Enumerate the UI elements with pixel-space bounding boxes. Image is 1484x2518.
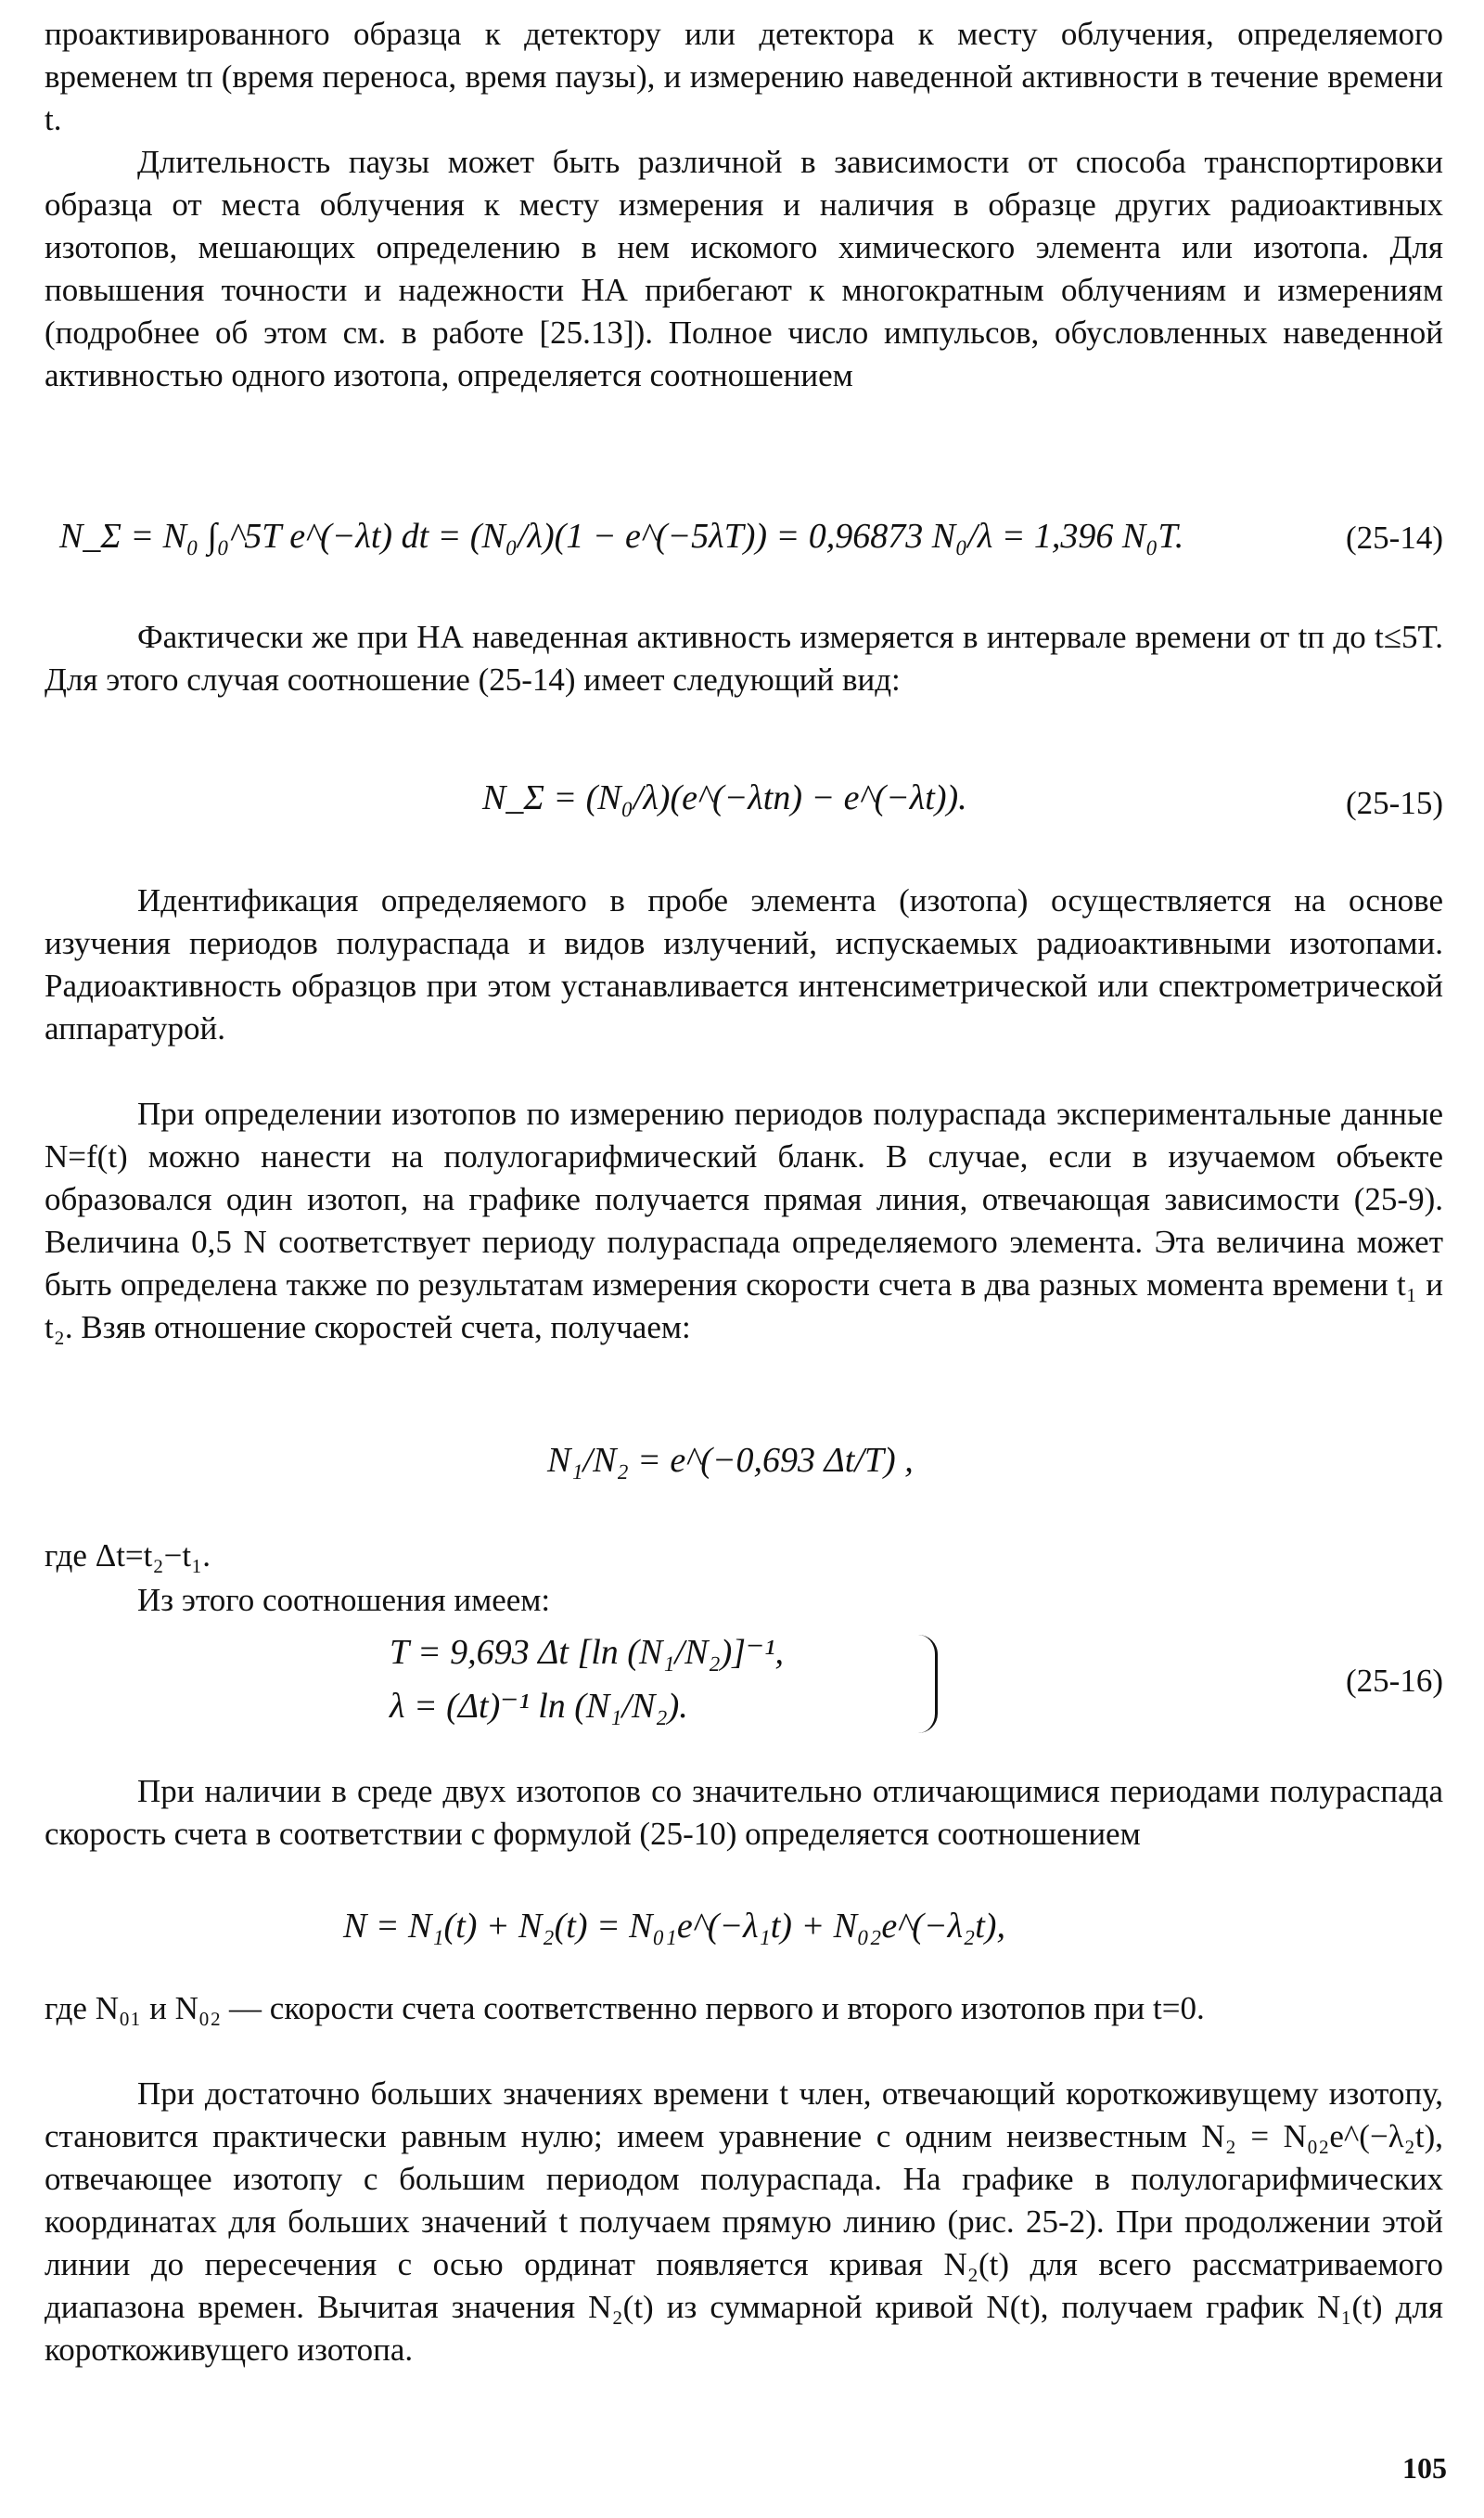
equation-sum-count-rate: N = N₁(t) + N₂(t) = N₀₁e^(−λ₁t) + N₀₂e^(−λ₂t), — [343, 1907, 1005, 1946]
paragraph-delta-t: где Δt=t₂−t₁. — [45, 1537, 211, 1574]
paragraph-half-life: При определении изотопов по измерению периодов полураспада экспериментальные данные N=f(t) можно нанести на полулогарифмический бланк. В случае, если в изучаемом объекте образовался один изотоп, на графике получается прямая линия, отвечающая зависимости (25-9). Величина 0,5 N соответствует периоду полураспада определяемого элемента. Эта величина может быть определена также по результатам измерения скорости счета в два разных момента времени t₁ и t₂. Взяв отношение скоростей счета, получаем: — [45, 1096, 1443, 1345]
equation-number-25-16: (25-16) — [1346, 1663, 1443, 1699]
paragraph-from-relation: Из этого соотношения имеем: — [137, 1582, 551, 1618]
paragraph-measurement-interval: Фактически же при НА наведенная активность измеряется в интервале времени от tп до t≤5T. Для этого случая соотношение (25-14) имеет следующий вид: — [45, 619, 1443, 698]
paragraph-two-isotopes: При наличии в среде двух изотопов со значительно отличающимися периодами полураспада скорость счета в соответствии с формулой (25-10) определяется соотношением — [45, 1773, 1443, 1852]
equation-25-16-lambda: λ = (Δt)⁻¹ ln (N₁/N₂). — [390, 1687, 688, 1726]
equation-25-16-period: T = 9,693 Δt [ln (N₁/N₂)]⁻¹, — [390, 1633, 785, 1672]
paragraph-transfer-time: проактивированного образца к детектору или детектора к месту облучения, определяемого временем tп (время переноса, время паузы), и измерению наведенной активности в течение времени t. — [45, 16, 1443, 137]
equation-number-25-14: (25-14) — [1346, 520, 1443, 556]
page-number: 105 — [1402, 2451, 1447, 2485]
equation-25-14: N_Σ = N₀ ∫₀^5T e^(−λt) dt = (N₀/λ)(1 − e^(−5λT)) = 0,96873 N₀/λ = 1,396 N₀T. — [59, 517, 1184, 556]
paragraph-identification: Идентификация определяемого в пробе элемента (изотопа) осуществляется на основе изучения периодов полураспада и видов излучений, испускаемых радиоактивными изотопами. Радиоактивность образцов при этом устанавливается интенсиметрической или спектрометрической аппаратурой. — [45, 882, 1443, 1047]
paragraph-large-time: При достаточно больших значениях времени t член, отвечающий короткоживущему изотопу, становится практически равным нулю; имеем уравнение с одним неизвестным N₂ = N₀₂e^(−λ₂t), отвечающее изотопу с большим периодом полураспада. На графике в полулогарифмических координатах для больших значений t получаем прямую линию (рис. 25-2). При продолжении этой линии до пересечения с осью ординат появляется кривая N₂(t) для всего рассматриваемого диапазона времен. Вычитая значения N₂(t) из суммарной кривой N(t), получаем график N₁(t) для короткоживущего изотопа. — [45, 2075, 1443, 2368]
equation-brace — [918, 1635, 938, 1733]
equation-number-25-15: (25-15) — [1346, 785, 1443, 821]
equation-count-ratio: N₁/N₂ = e^(−0,693 Δt/T) , — [547, 1441, 914, 1480]
equation-25-15: N_Σ = (N₀/λ)(e^(−λtп) − e^(−λt)). — [482, 778, 967, 817]
paragraph-pause-duration: Длительность паузы может быть различной в зависимости от способа транспортировки образца от места облучения к месту измерения и наличия в образце других радиоактивных изотопов, мешающих определению в нем искомого химического элемента или изотопа. Для повышения точности и надежности НА прибегают к многократным облучениям и измерениям (подробнее об этом см. в работе [25.13]). Полное число импульсов, обусловленных наведенной активностью одного изотопа, определяется соотношением — [45, 144, 1443, 393]
paragraph-initial-rates: где N₀₁ и N₀₂ — скорости счета соответственно первого и второго изотопов при t=0. — [45, 1990, 1205, 2026]
